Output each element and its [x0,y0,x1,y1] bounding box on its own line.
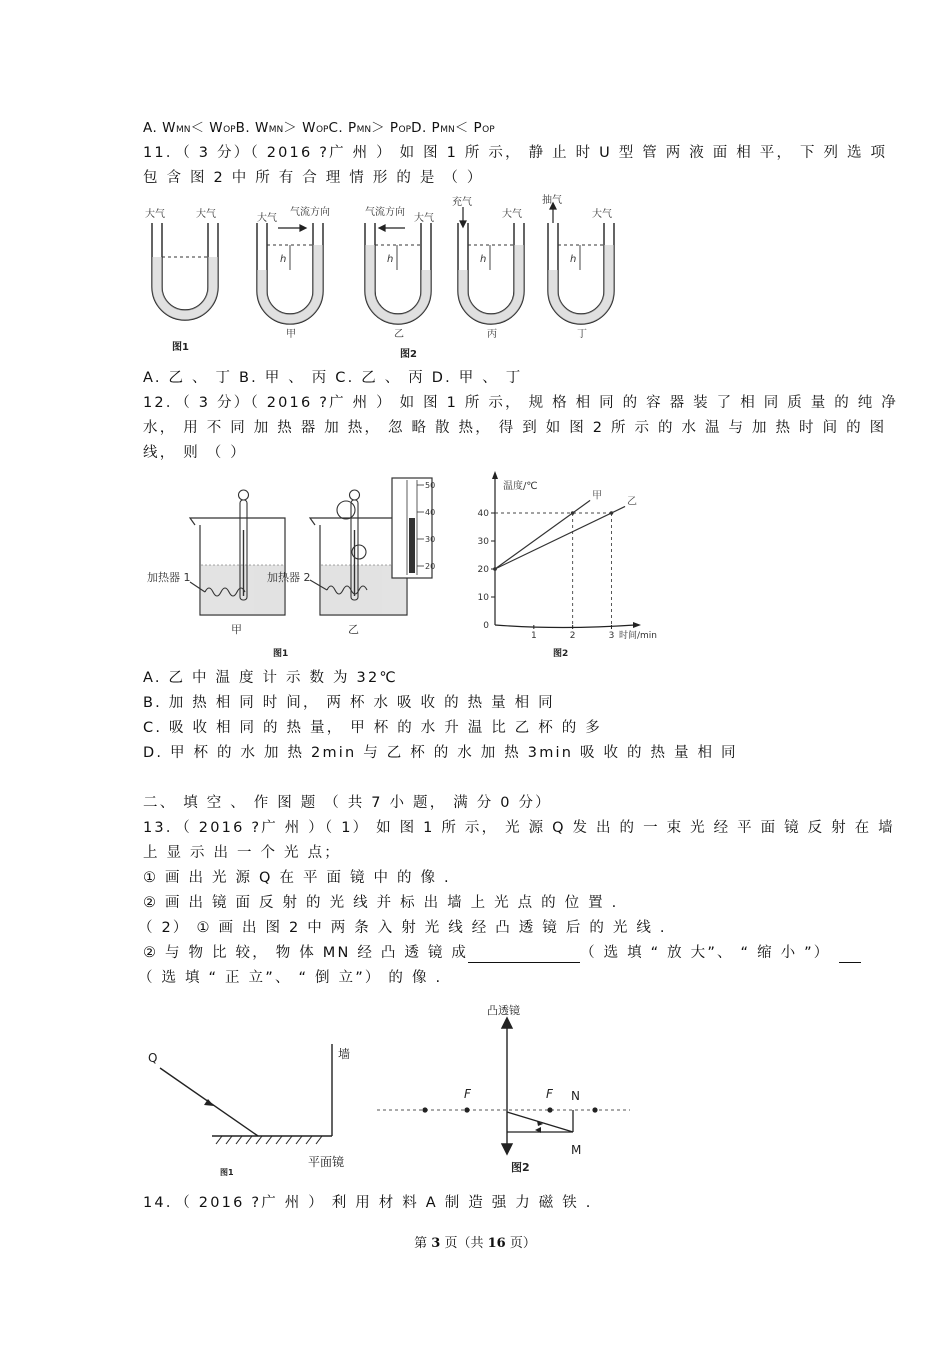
q12-stem-line3: 线， 则 （ ） [143,445,247,461]
svg-text:大气: 大气 [502,209,522,220]
section2-title: 二、 填 空 、 作 图 题 （ 共 7 小 题， 满 分 0 分） [143,795,552,811]
svg-text:M: M [571,1143,582,1157]
svg-text:40: 40 [425,508,436,517]
q13-line4: ② 画 出 镜 面 反 射 的 光 线 并 标 出 墙 上 光 点 的 位 置 . [143,895,619,911]
svg-text:大气: 大气 [414,213,434,224]
y-axis-arrow [492,471,498,479]
y-tick-label: 20 [477,565,489,575]
x-axis [495,625,635,628]
svg-text:h: h [570,254,577,265]
q12-beaker-figure [145,470,465,660]
x-tick-label: 3 [608,631,615,641]
q12-stem-line1: 12．（ 3 分）（ 2016 ?广 州 ） 如 图 1 所 示， 规 格 相 同 的 容 器 装 了 相 同 质 量 的 纯 净 [143,395,898,411]
svg-text:加热器 1: 加热器 1 [147,571,191,584]
q13-blank-2[interactable] [839,948,861,963]
series-line-yi [495,506,625,569]
q13-line2: 上 显 示 出 一 个 光 点； [143,845,341,861]
svg-text:丙: 丙 [487,329,497,340]
q13-line6: ② 与 物 比 较， 物 体 MN 经 凸 透 镜 成 （ 选 填 “ 放 大”、 “ 缩 小 ”） [143,943,861,963]
y-tick-label: 0 [483,621,489,631]
y-axis-label: 温度/℃ [503,481,538,492]
data-point [610,511,614,515]
q13-line5: （ 2） ① 画 出 图 2 中 两 条 入 射 光 线 经 凸 透 镜 后 的 光 线 . [138,920,667,936]
svg-text:图2: 图2 [511,1161,530,1174]
q13-blank-1[interactable] [468,948,580,963]
svg-text:加热器 2: 加热器 2 [267,571,311,584]
q12-option-b: B. 加 热 相 同 时 间， 两 杯 水 吸 收 的 热 量 相 同 [143,695,555,711]
svg-text:抽气: 抽气 [542,195,562,206]
svg-text:N: N [571,1089,580,1103]
svg-text:乙: 乙 [348,623,359,636]
svg-text:大气: 大气 [257,213,277,224]
q11-stem-line1: 11．（ 3 分）（ 2016 ?广 州 ） 如 图 1 所 示， 静 止 时 U 型 管 两 液 面 相 平， 下 列 选 项 [143,145,888,161]
data-point [493,567,497,571]
svg-text:图1: 图1 [273,649,289,659]
q11-u-tube-figure [140,195,630,365]
svg-text:大气: 大气 [196,209,216,220]
q11-options: A. 乙 、 丁 B. 甲 、 丙 C. 乙 、 丙 D. 甲 、 丁 [143,370,523,386]
svg-text:气流方向: 气流方向 [290,207,330,218]
q14-line1: 14．（ 2016 ?广 州 ） 利 用 材 料 A 制 造 强 力 磁 铁 . [143,1195,593,1211]
svg-text:充气: 充气 [452,197,472,208]
svg-text:图2: 图2 [400,349,417,360]
x-tick-label: 1 [530,631,537,641]
y-tick-label: 40 [477,509,489,519]
data-point [571,511,575,515]
svg-text:Q: Q [148,1051,158,1065]
y-tick-label: 10 [477,593,489,603]
q13-line3: ① 画 出 光 源 Q 在 平 面 镜 中 的 像 . [143,870,451,886]
svg-text:大气: 大气 [145,209,165,220]
q13-lens-figure [375,1000,640,1180]
svg-text:甲: 甲 [286,329,296,340]
x-tick-label: 2 [569,631,576,641]
svg-text:h: h [387,254,394,265]
series-line-jia [495,500,590,569]
x-axis-label: 时间/min [619,631,658,641]
svg-text:50: 50 [425,481,436,490]
q12-temperature-chart [470,470,670,660]
svg-text:乙: 乙 [394,329,404,340]
svg-text:h: h [280,254,287,265]
q12-option-c: C. 吸 收 相 同 的 热 量， 甲 杯 的 水 升 温 比 乙 杯 的 多 [143,720,602,736]
series-label: 甲 [592,490,603,502]
q10-options: A. WMN＜ WOPB. WMN＞ WOPC. PMN＞ POPD. PMN＜ POP [143,120,495,136]
svg-text:凸透镜: 凸透镜 [487,1004,520,1017]
svg-text:丁: 丁 [577,329,587,340]
series-label: 乙 [627,496,638,508]
svg-text:20: 20 [425,562,436,571]
svg-text:F: F [546,1087,553,1101]
q12-stem-line2: 水， 用 不 同 加 热 器 加 热， 忽 略 散 热， 得 到 如 图 2 所 示 的 水 温 与 加 热 时 间 的 图 [143,420,887,436]
svg-text:墙: 墙 [338,1047,351,1061]
svg-text:大气: 大气 [592,209,612,220]
q13-mirror-figure [140,1000,380,1180]
q11-stem-line2: 包 含 图 2 中 所 有 合 理 情 形 的 是 （ ） [143,170,484,186]
q12-fig2-caption: 图2 [553,649,569,659]
svg-text:F: F [464,1087,471,1101]
svg-text:甲: 甲 [231,623,242,636]
q12-option-d: D. 甲 杯 的 水 加 热 2min 与 乙 杯 的 水 加 热 3min 吸 收 的 热 量 相 同 [143,745,738,761]
q12-option-a: A. 乙 中 温 度 计 示 数 为 32℃ [143,670,398,686]
svg-text:图1: 图1 [220,1168,234,1177]
svg-text:气流方向: 气流方向 [365,207,405,218]
q13-line1: 13．（ 2016 ?广 州 ）（ 1） 如 图 1 所 示， 光 源 Q 发 出 的 一 束 光 经 平 面 镜 反 射 在 墙 [143,820,895,836]
svg-text:图1: 图1 [172,342,189,353]
svg-text:h: h [480,254,487,265]
y-tick-label: 30 [477,537,489,547]
page-footer: 第 3 页（共 16 页） [414,1236,536,1251]
x-axis-arrow [633,622,641,628]
q13-line7: （ 选 填 “ 正 立”、 “ 倒 立”） 的 像 . [138,970,443,986]
svg-text:平面镜: 平面镜 [308,1155,345,1169]
svg-text:30: 30 [425,535,436,544]
